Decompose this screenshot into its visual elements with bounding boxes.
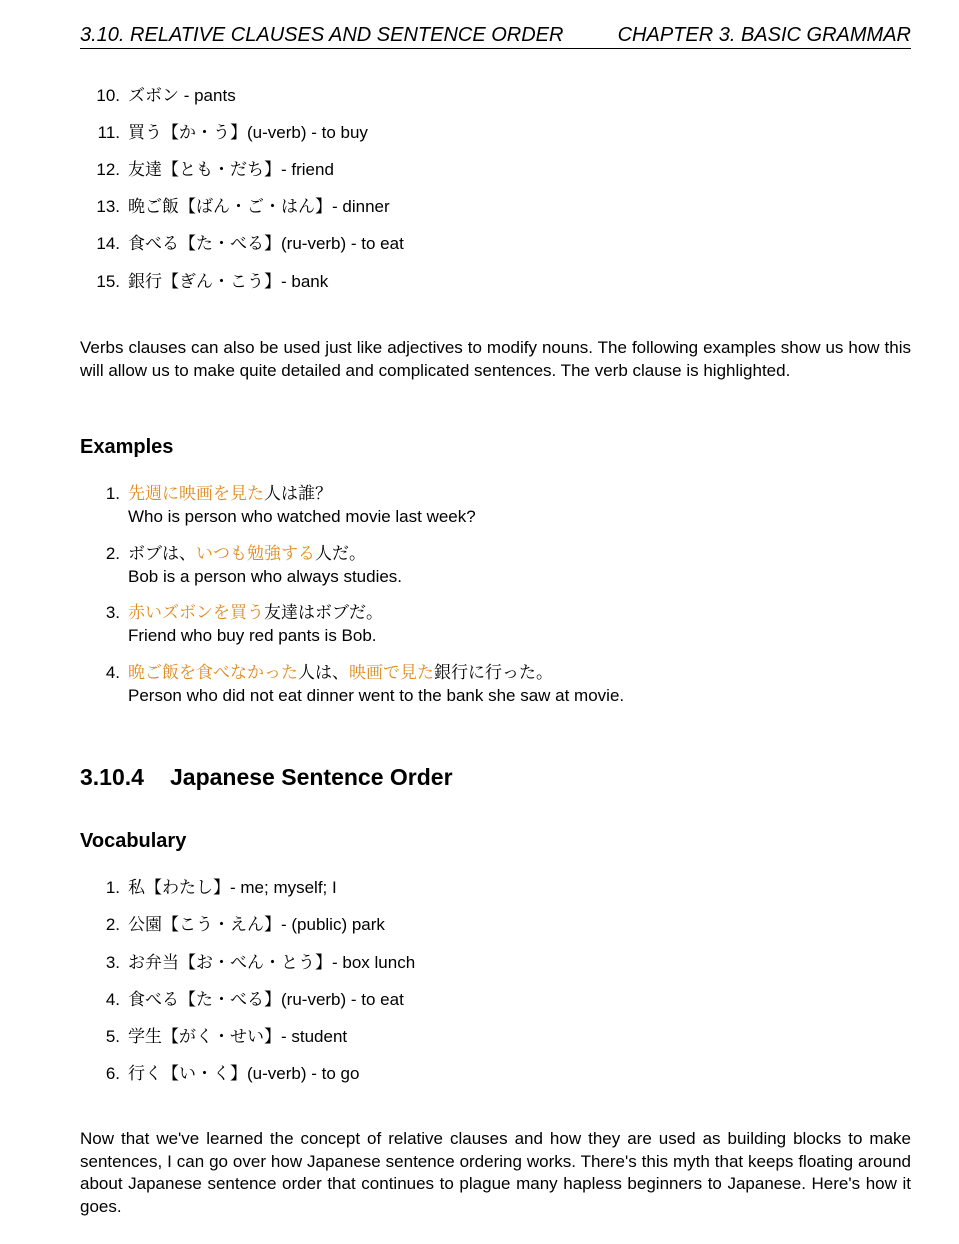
examples-heading: Examples — [80, 436, 174, 458]
section-number: 3.10.4 — [80, 764, 144, 790]
running-header — [80, 22, 911, 49]
closing-paragraph: Now that we've learned the concept of relative clauses and how they are used as building blocks to make sentences, I can go over how Japanese sentence ordering works. There's this myth that keeps floating around about Japanese sentence order that continues to plague many hapless beginners to Japanese. Here's how it goes. — [80, 1129, 911, 1216]
section-heading — [80, 764, 453, 791]
example-translation: Person who did not eat dinner went to the bank she saw at movie. — [128, 686, 625, 705]
example-japanese: 赤いズボンを買う友達はボブだ。 — [128, 603, 383, 622]
section-title: Japanese Sentence Order — [170, 764, 453, 790]
header-section-title: 3.10. RELATIVE CLAUSES AND SENTENCE ORDER — [80, 24, 564, 46]
header-chapter-title: CHAPTER 3. BASIC GRAMMAR — [617, 24, 911, 46]
intro-paragraph: Verbs clauses can also be used just like adjectives to modify nouns. The following examples show us how this will allow us to make quite detailed and complicated sentences. The verb clause is highlighted. — [80, 338, 911, 380]
example-japanese: 晩ご飯を食べなかった人は、映画で見た銀行に行った。 — [128, 663, 553, 682]
example-translation: Bob is a person who always studies. — [128, 567, 403, 586]
example-translation: Who is person who watched movie last week? — [128, 507, 476, 526]
vocabulary-heading: Vocabulary — [80, 830, 187, 852]
example-japanese: 先週に映画を見た人は誰？ — [128, 484, 332, 503]
example-translation: Friend who buy red pants is Bob. — [128, 626, 377, 645]
example-japanese: ボブは、いつも勉強する人だ。 — [128, 544, 366, 563]
